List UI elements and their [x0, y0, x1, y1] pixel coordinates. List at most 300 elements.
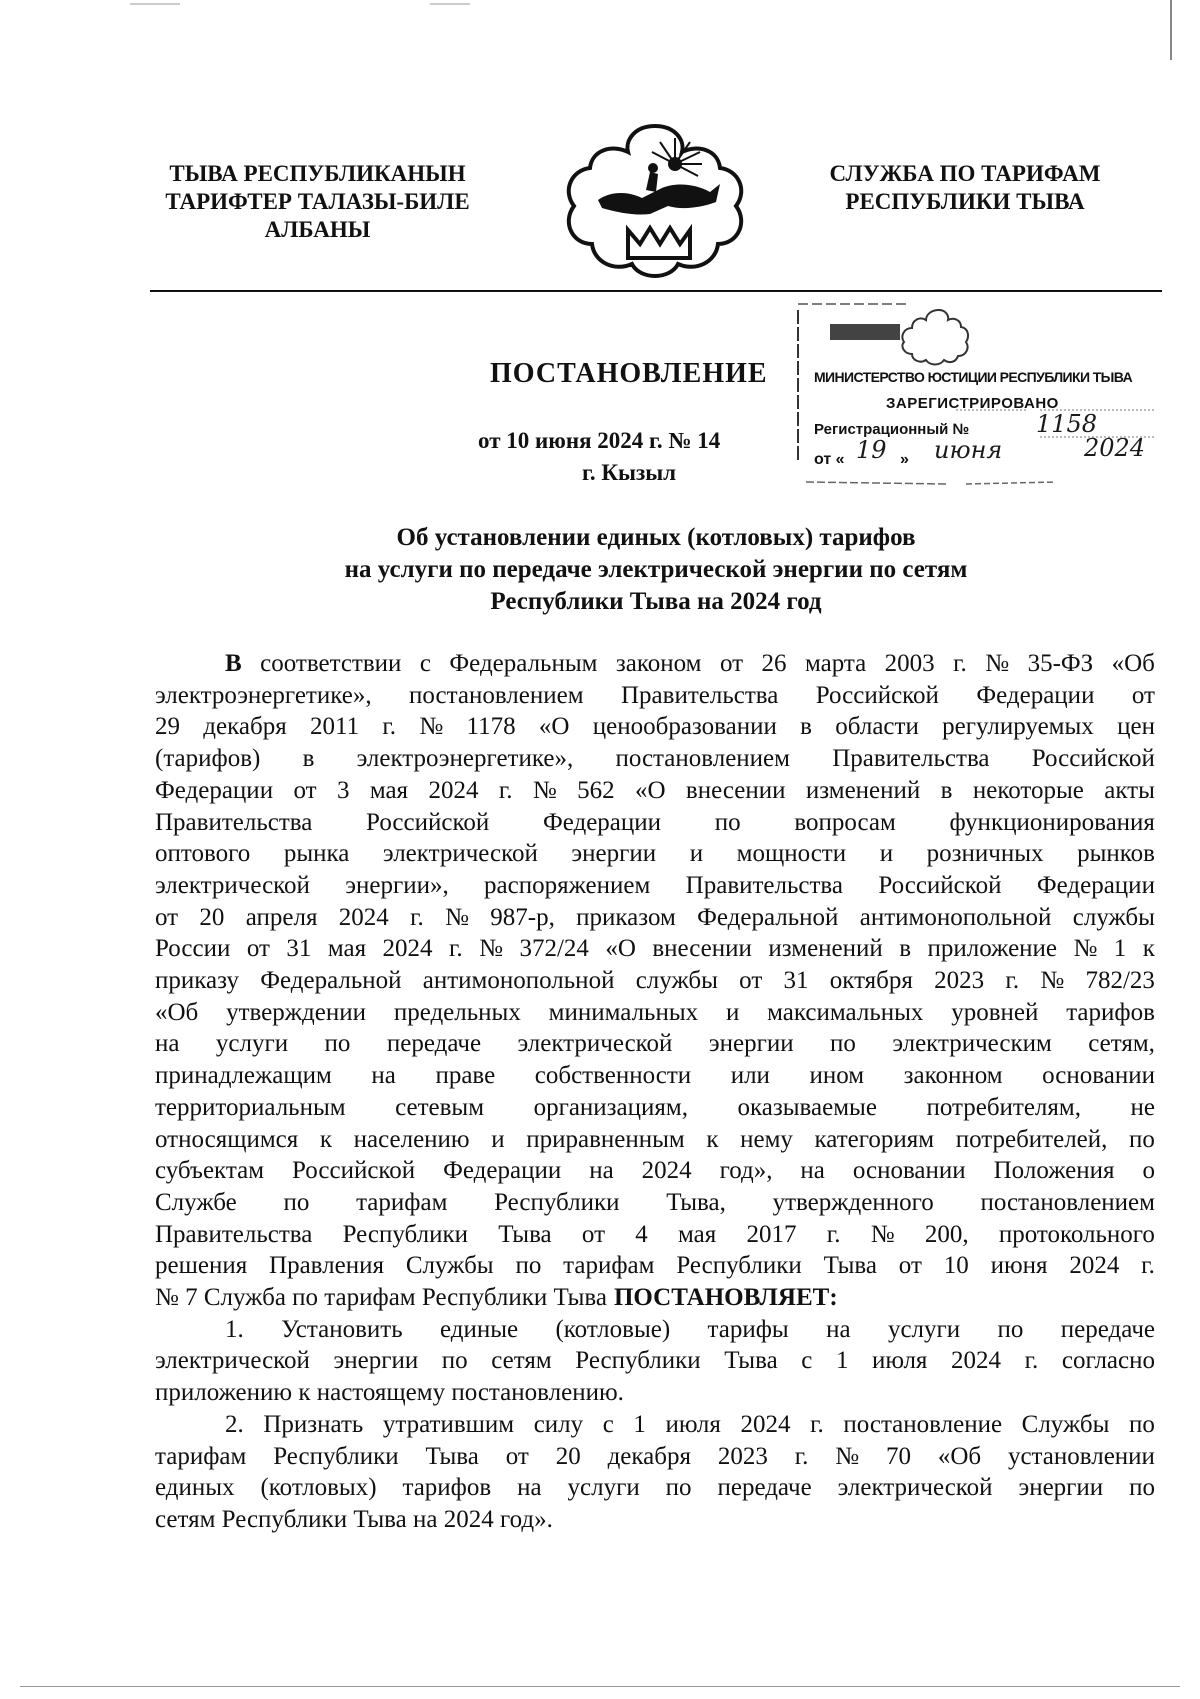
- word: праве: [435, 1062, 496, 1090]
- word: 200,: [924, 1220, 969, 1248]
- word: 2024: [740, 1410, 791, 1438]
- word: В: [225, 650, 242, 677]
- word: электроэнергетике»,: [356, 745, 574, 773]
- body-line: [155, 1124, 1155, 1156]
- subject-line: Об установлении единых (котловых) тарифов: [396, 524, 916, 551]
- word: Правительства: [155, 808, 313, 836]
- word: энергии: [333, 1347, 419, 1375]
- header-right-org: [800, 160, 1130, 216]
- word: декабря: [607, 1442, 691, 1470]
- word: по: [1129, 1410, 1155, 1438]
- document-body: [155, 648, 1155, 1536]
- stamp-reg-number: 1158: [1036, 410, 1098, 438]
- word: на: [826, 1315, 851, 1343]
- word: «О: [634, 776, 666, 804]
- word: приказом: [576, 903, 676, 931]
- word: или: [730, 1062, 770, 1090]
- subject-line: Республики Тыва на 2024 год: [490, 588, 822, 615]
- word: сетям,: [1088, 1030, 1155, 1058]
- word: 1: [633, 1410, 646, 1438]
- word: тарифы: [707, 1315, 789, 1343]
- word: Республики: [575, 1347, 701, 1375]
- body-line: [155, 870, 1155, 902]
- word: октября: [829, 967, 913, 995]
- word: июля: [665, 1410, 721, 1438]
- word: сетям: [491, 1347, 552, 1375]
- word: постановлением: [615, 745, 790, 773]
- body-line: [155, 1504, 1155, 1536]
- body-line: [155, 775, 1155, 807]
- word: г.: [1005, 967, 1020, 995]
- word: Федерации: [976, 681, 1095, 709]
- word: по: [324, 1030, 351, 1058]
- word: от: [719, 650, 744, 677]
- word: Тыва: [425, 1442, 479, 1470]
- word: электрической: [837, 1474, 993, 1502]
- word: от: [581, 1220, 606, 1248]
- word: мая: [369, 776, 409, 804]
- word: Российской: [1031, 745, 1155, 773]
- word: апреля: [245, 903, 318, 931]
- body-line: [155, 1219, 1155, 1251]
- word: 4: [635, 1220, 648, 1248]
- word: №: [532, 776, 557, 804]
- word: Федерации: [443, 1157, 562, 1185]
- word: 35-ФЗ: [1027, 650, 1094, 677]
- word: №: [870, 1220, 895, 1248]
- word: Республики: [494, 1188, 620, 1216]
- word: по: [441, 1347, 468, 1375]
- word: по: [1129, 1474, 1155, 1502]
- word: 1: [1113, 935, 1127, 963]
- header-left-org: [150, 160, 485, 244]
- stamp-date-year: 2024: [1084, 434, 1146, 462]
- word: г.: [1141, 1252, 1155, 1280]
- word: Российской: [366, 808, 490, 836]
- word: Положения: [993, 1157, 1115, 1185]
- word: Федерации: [155, 776, 274, 804]
- word: Федеральным: [449, 650, 598, 677]
- word: «Об: [155, 998, 199, 1026]
- word: и: [689, 840, 704, 868]
- word: тарифов: [402, 1474, 492, 1502]
- word: единые: [439, 1315, 519, 1343]
- word: на: [589, 1157, 614, 1185]
- stamp-date-prefix: от «: [814, 451, 845, 468]
- word: Тыва,: [666, 1188, 726, 1216]
- word: 2023: [717, 1442, 768, 1470]
- word: и: [879, 840, 894, 868]
- word: тарифов: [1066, 998, 1155, 1026]
- word: марта: [804, 650, 867, 677]
- paragraph-preamble: [155, 648, 1155, 1282]
- body-line: [155, 1028, 1155, 1060]
- word: собственности: [534, 1062, 692, 1090]
- word: г.: [826, 1220, 841, 1248]
- word: 26: [761, 650, 787, 677]
- word: Тыва: [724, 1347, 778, 1375]
- word: Службе: [155, 1188, 237, 1216]
- word: тарифам: [563, 1252, 655, 1280]
- word: от: [739, 967, 763, 995]
- word: регулируемых: [942, 713, 1094, 741]
- word: энергии: [708, 1030, 794, 1058]
- word: г.: [794, 1442, 809, 1470]
- body-line: [155, 1314, 1155, 1346]
- word: №: [835, 1442, 860, 1470]
- word: 987-р,: [490, 903, 555, 931]
- word: (котловых): [260, 1474, 377, 1502]
- word: изменений: [768, 935, 883, 963]
- word: декабря: [203, 713, 287, 741]
- word: России: [155, 935, 231, 963]
- scan-edge-marks: [0, 0, 1200, 12]
- word: утратившим: [382, 1410, 515, 1438]
- word: и: [725, 998, 740, 1026]
- word: Федерации: [542, 808, 662, 836]
- word: 3: [336, 776, 350, 804]
- word: тарифам: [356, 1188, 448, 1216]
- word: организациям,: [533, 1093, 688, 1121]
- word: электрическим: [892, 1030, 1052, 1058]
- body-line: [155, 1282, 1155, 1314]
- word: на: [800, 1157, 825, 1185]
- word: 2024: [382, 935, 433, 963]
- stamp-date-month: июня: [934, 436, 1003, 464]
- word: 10: [943, 1252, 969, 1280]
- word: 70: [885, 1442, 911, 1470]
- word: рынков: [1077, 840, 1155, 868]
- body-line: [155, 965, 1155, 997]
- word: по: [997, 1315, 1024, 1343]
- word: от: [898, 1252, 922, 1280]
- scan-bottom-edge: [20, 1686, 1180, 1687]
- stamp-ministry: МИНИСТЕРСТВО ЮСТИЦИИ РЕСПУБЛИКИ ТЫВА: [814, 369, 1133, 385]
- word: 2023: [934, 967, 985, 995]
- document-subject: [150, 522, 1162, 618]
- word: Правительства: [685, 871, 843, 899]
- header-left-line: АЛБАНЫ: [264, 217, 371, 242]
- word: утверждении: [226, 998, 366, 1026]
- word: 2024: [951, 1347, 1002, 1375]
- word: электроэнергетике»,: [155, 681, 372, 709]
- word: на: [517, 1474, 542, 1502]
- word: 1.: [225, 1315, 244, 1343]
- word: Службы: [1021, 1410, 1110, 1438]
- word: 31: [783, 967, 809, 995]
- word: Правительства: [832, 745, 990, 773]
- body-line: [155, 1060, 1155, 1092]
- word: Правительства: [620, 681, 779, 709]
- item-1-last-line: приложению к настоящему постановлению.: [155, 1379, 624, 1407]
- word: 31: [286, 935, 312, 963]
- word: «Об: [937, 1442, 982, 1470]
- body-line: [155, 1409, 1155, 1441]
- word: 1178: [466, 713, 516, 741]
- word: утвержденного: [772, 1188, 934, 1216]
- word: год»,: [719, 1157, 773, 1185]
- word: предельных: [393, 998, 521, 1026]
- word: Федерации: [1036, 871, 1155, 899]
- body-line: [155, 902, 1155, 934]
- word: законном: [903, 1062, 1003, 1090]
- word: по: [1129, 1125, 1155, 1153]
- word: Республики: [676, 1252, 802, 1280]
- document-date-number: от 10 июня 2024 г. № 14: [478, 428, 721, 453]
- word: Службы: [405, 1252, 494, 1280]
- word: внесении: [685, 776, 786, 804]
- word: 2011: [310, 713, 360, 741]
- stamp-reg-label: Регистрационный №: [814, 421, 970, 438]
- body-line: [155, 680, 1155, 712]
- body-line: [155, 1155, 1155, 1187]
- word: Тыва: [498, 1220, 552, 1248]
- word: 2024: [1069, 1252, 1120, 1280]
- word: единых: [155, 1474, 235, 1502]
- document-city: г. Кызыл: [582, 460, 677, 485]
- word: Российской: [878, 871, 1002, 899]
- word: постановлением: [409, 681, 584, 709]
- word: 2017: [746, 1220, 797, 1248]
- word: цен: [1117, 713, 1155, 741]
- word: 1: [835, 1347, 849, 1375]
- word: 29: [155, 713, 180, 741]
- word: Федеральной: [260, 967, 402, 995]
- word: по: [283, 1188, 310, 1216]
- word: 562: [577, 776, 615, 804]
- word: электрической: [155, 1347, 310, 1375]
- body-line: [155, 648, 1155, 680]
- item-2-last-line: сетям Республики Тыва на 2024 год».: [155, 1505, 553, 1533]
- word: вопросам: [794, 808, 896, 836]
- word: уровней: [951, 998, 1039, 1026]
- word: 20: [555, 1442, 581, 1470]
- header-left-line: ТЫВА РЕСПУБЛИКАНЫН: [169, 161, 466, 186]
- word: приказу: [155, 967, 239, 995]
- word: антимонопольной: [859, 903, 1052, 931]
- word: г.: [410, 903, 424, 931]
- word: «О: [605, 935, 636, 963]
- word: энергии: [571, 840, 657, 868]
- word: оказываемые: [737, 1093, 877, 1121]
- word: Правления: [269, 1252, 384, 1280]
- word: не: [1130, 1093, 1155, 1121]
- registration-stamp: [796, 300, 1166, 492]
- word: энергии: [1018, 1474, 1104, 1502]
- header-right-line: СЛУЖБА ПО ТАРИФАМ: [829, 161, 1101, 186]
- word: постановление: [843, 1410, 1003, 1438]
- word: изменений: [805, 776, 921, 804]
- word: розничных: [926, 840, 1044, 868]
- word: с: [419, 650, 431, 677]
- word: июня: [990, 1252, 1048, 1280]
- body-line: [155, 1472, 1155, 1504]
- word: (котловые): [555, 1315, 671, 1343]
- word: в: [800, 713, 812, 741]
- subject-line: на услуги по передаче электрической энергии по сетям: [344, 556, 968, 583]
- word: некоторые: [972, 776, 1084, 804]
- word: мая: [678, 1220, 717, 1248]
- word: 2.: [225, 1410, 244, 1438]
- word: к: [319, 1125, 333, 1153]
- word: по: [665, 1474, 692, 1502]
- word: №: [479, 935, 503, 963]
- word: по: [830, 1030, 856, 1058]
- word: 372/24: [519, 935, 589, 963]
- word: функционирования: [949, 808, 1155, 836]
- preamble-last-line: № 7 Служба по тарифам Республики Тыва: [155, 1284, 607, 1312]
- word: услуги: [887, 1315, 961, 1343]
- word: мая: [327, 935, 367, 963]
- word: категориям: [814, 1125, 935, 1153]
- word: «Об: [1111, 650, 1155, 677]
- word: электрической: [382, 840, 538, 868]
- word: Признать: [263, 1410, 364, 1438]
- word: услуги: [567, 1474, 640, 1502]
- word: (тарифов): [155, 745, 261, 773]
- word: г.: [498, 776, 513, 804]
- word: нему: [740, 1125, 793, 1153]
- word: в: [899, 935, 912, 963]
- body-line: [155, 933, 1155, 965]
- body-line: [155, 1187, 1155, 1219]
- word: от: [246, 935, 270, 963]
- word: с: [801, 1347, 813, 1375]
- word: на: [371, 1062, 396, 1090]
- word: соответствии: [260, 650, 402, 677]
- word: принадлежащим: [155, 1062, 332, 1090]
- header-divider: [150, 290, 1162, 292]
- word: 20: [199, 903, 225, 931]
- body-line: [155, 1345, 1155, 1377]
- word: службы: [1072, 903, 1155, 931]
- word: согласно: [1061, 1347, 1155, 1375]
- word: на: [155, 1030, 180, 1058]
- word: №: [445, 903, 469, 931]
- header-left-line: ТАРИФТЕР ТАЛАЗЫ-БИЛЕ: [165, 189, 470, 214]
- word: минимальных: [548, 998, 699, 1026]
- word: Установить: [281, 1315, 403, 1343]
- word: Федеральной: [697, 903, 839, 931]
- word: Тыва: [823, 1252, 877, 1280]
- word: электрической: [155, 871, 310, 899]
- word: тарифам: [155, 1442, 247, 1470]
- word: г.: [953, 650, 967, 677]
- word: 2003: [884, 650, 935, 677]
- word: г.: [810, 1410, 824, 1438]
- word: распоряжением: [484, 871, 651, 899]
- word: от: [505, 1442, 529, 1470]
- scan-edge-line: [1170, 0, 1172, 60]
- word: основании: [1042, 1062, 1155, 1090]
- word: Российской: [291, 1157, 416, 1185]
- word: оптового: [155, 840, 251, 868]
- stamp-date-day: 19: [856, 436, 887, 464]
- paragraph-item-2: [155, 1409, 1155, 1504]
- word: сетевым: [395, 1093, 485, 1121]
- word: к: [706, 1125, 719, 1153]
- word: передаче: [386, 1030, 482, 1058]
- word: приравненным: [526, 1125, 685, 1153]
- body-line: [155, 1250, 1155, 1282]
- word: №: [985, 650, 1010, 677]
- word: от: [155, 903, 179, 931]
- word: от: [1131, 681, 1155, 709]
- word: Республики: [273, 1442, 399, 1470]
- word: №: [1040, 967, 1065, 995]
- word: электрической: [517, 1030, 673, 1058]
- word: г.: [382, 713, 397, 741]
- word: населению: [353, 1125, 470, 1153]
- word: передаче: [717, 1474, 812, 1502]
- word: июля: [872, 1347, 928, 1375]
- word: передаче: [1060, 1315, 1155, 1343]
- word: по: [714, 808, 741, 836]
- header-right-line: РЕСПУБЛИКИ ТЫВА: [845, 189, 1085, 214]
- body-line: [155, 1441, 1155, 1473]
- word: силу: [533, 1410, 584, 1438]
- word: антимонопольной: [422, 967, 615, 995]
- word: и: [491, 1125, 505, 1153]
- word: 2024: [338, 903, 389, 931]
- word: постановлением: [980, 1188, 1155, 1216]
- word: установлении: [1007, 1442, 1155, 1470]
- body-line: [155, 1377, 1155, 1409]
- emblem-icon: [550, 118, 760, 288]
- word: г.: [1024, 1347, 1039, 1375]
- word: г.: [448, 935, 463, 963]
- word: законом: [615, 650, 702, 677]
- body-line: [155, 1092, 1155, 1124]
- body-line: [155, 711, 1155, 743]
- word: рынка: [283, 840, 350, 868]
- body-line: [155, 807, 1155, 839]
- word: о: [1142, 1157, 1155, 1185]
- word: №: [1073, 935, 1098, 963]
- word: ином: [809, 1062, 865, 1090]
- word: «О: [538, 713, 570, 741]
- word: области: [835, 713, 919, 741]
- word: с: [602, 1410, 614, 1438]
- body-line: [155, 838, 1155, 870]
- word: Российской: [815, 681, 939, 709]
- word: в: [302, 745, 315, 773]
- word: услуги: [215, 1030, 289, 1058]
- word: по: [515, 1252, 542, 1280]
- body-line: [155, 743, 1155, 775]
- word: относящимся: [155, 1125, 299, 1153]
- word: ценообразовании: [592, 713, 777, 741]
- word: потребителям,: [926, 1093, 1081, 1121]
- word: решения: [155, 1252, 248, 1280]
- document-type: ПОСТАНОВЛЕНИЕ: [490, 358, 768, 389]
- word: субъектам: [155, 1157, 265, 1185]
- word: №: [419, 713, 444, 741]
- word: 782/23: [1085, 967, 1155, 995]
- word: приложение: [927, 935, 1058, 963]
- body-line: [155, 997, 1155, 1029]
- word: Республики: [342, 1220, 468, 1248]
- word: 2024: [428, 776, 479, 804]
- word: энергии»,: [345, 871, 449, 899]
- word: от: [293, 776, 317, 804]
- stamp-registered: ЗАРЕГИСТРИРОВАНО: [886, 395, 1059, 412]
- resolves-keyword: ПОСТАНОВЛЯЕТ:: [613, 1284, 838, 1312]
- word: протокольного: [998, 1220, 1155, 1248]
- word: Правительства: [155, 1220, 313, 1248]
- word: в: [940, 776, 953, 804]
- word: службы: [635, 967, 718, 995]
